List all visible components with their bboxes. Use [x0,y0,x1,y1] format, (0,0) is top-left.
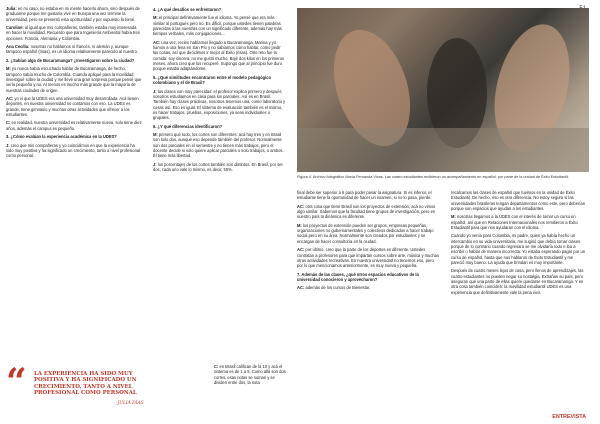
pull-quote-author: -JULIA DÍAS [116,401,144,406]
speaker-label: M: [451,214,456,220]
interview-answer [451,190,587,211]
section-label: ENTREVISTA [552,414,586,420]
interview-answer [297,204,439,220]
text-column-3 [297,190,439,294]
interview-answer [153,40,287,72]
interview-answer [6,120,142,131]
speaker-label: J: [6,142,10,148]
speaker-label: M: [297,222,302,228]
answer-text: primero que todo, los cortes son diferentes: acá hay tres y en Brasil son solo dos, aunque eso depende también del profesor. Normalmente son dos parciales en el semestre y no tienen más trabajos, pero el docente decide si solo quiere aplicar parciales o solo trabajos, o ambos. Él tiene más libertad. [153,132,284,159]
interview-answer [153,132,287,158]
interview-answer [297,247,439,268]
interview-answer [6,6,142,22]
speaker-label: C: [214,364,219,369]
speaker-label: M: [153,15,158,21]
answer-text: en mi caso, no estaba en mi mente hacerlo ahora, sino después de graduarme porque me gustaría vivir en Europa una vez termine la universidad, pero se presentó esta oportunidad y por supuesto la tomé. [6,6,140,22]
interview-answer [6,66,142,92]
answer-text: además de los cursos de Bienestar, [304,285,371,291]
answer-text: otra cosa que tiene Brasil son los proyectos de extensión, acá no vimos algo similar. Sabemos que la facultad tiene grupos de investigación, pero en nuestro país la dinámica es diferente. [297,203,436,220]
speaker-label: Ana Cecília: [6,44,30,50]
answer-text: una vez, recién habíamos llegado a Bucaramanga, Marina y yo fuimos a una feria en San Pío y no sabíamos cómo hablar, cómo pedir las cosas, así que decidimos ir mejor al Éxito (risas). Otro reto fue la comida: soy sincera, no me gustó mucho. Bajé dos kilos en los primeros meses, ahora creo que los recuperé. Supongo que al principio fue duro porque estaba adaptándome. [153,39,285,72]
speaker-label: Caroline: [6,25,24,31]
interview-question: 5. ¿Qué similitudes encontraron entre el modelo pedagógico colombiano y el de Brasil? [153,74,272,86]
interview-answer [297,285,439,290]
answer-text: las clases son muy parecidas: el profesor explica primero y después nosotros estudiamos en casa para los parciales. Así es en Brasil. También hay clases prácticas, nosotros tenemos una, como laboratorio y cosas así. Eso es igual. El sistema de evaluación también es el mismo, es hacer trabajos, pruebas, exposiciones, ya sean individuales o grupales. [153,88,286,121]
speaker-label: J: [153,88,157,94]
speaker-label: M: [6,66,11,72]
speaker-label: AC: [153,39,161,45]
speaker-label: AC: [297,247,305,253]
answer-text: Después de cuatro meses lejos de casa, pero llenos de aprendizajes, las cuatro estudiantes no pueden negar su nostalgia. Extrañan su país, pero aseguran que una parte de ellas quiere quedarse en Bucaramanga. Y en otra cosa también coinciden: la movilidad estudiantil UDES es una experiencia que definitivamente vale la pena vivir. [451,268,584,295]
interview-answer [153,89,287,121]
answer-text: en realidad, nuestra universidad es relativamente nueva, solo tiene diez años, además el campus es pequeño. [6,120,142,131]
interview-answer [451,214,587,230]
answer-text: recalcamos las clases de español que tuvimos en la unidad de Éxito Estudiantil. De hecho, eso es otra diferencia. No estoy segura si las universidades brasileras tengan departamentos como este, pero deberían porque son espacios que ayudan a los estudiantes. [451,190,586,211]
answer-text: los proyectos de extensión pueden ser grupos, empresas pequeñas, organizaciones no gubernamentales y colectivos dedicados a hacer trabajo social pero en su área. Normalmente son creados por estudiantes y se encargan de hacer consultoría en la ciudad. [297,222,434,244]
interview-answer [6,25,142,41]
text-column-2 [153,6,287,176]
interview-answer [6,143,142,159]
answer-text: los porcentajes de los cortes también son distintos. En Brasil, por ser dos, cada uno vale lo mismo, es decir, 50%. [153,161,283,173]
speaker-label: C: [6,120,11,126]
interview-question: 7. Además de las clases, ¿qué otros espacios educativos de la universidad conocieron y aprovecharon? [297,271,419,282]
text-column-1 [6,6,142,162]
speaker-label: AC: [6,96,14,102]
speaker-label: Julia: [6,6,17,11]
speaker-label: AC: [297,285,305,291]
photo-caption: Figura 4. Archivo fotográfico María Fernanda Vivas. Las cuatro estudiantes recibieron un acompañamiento en español, por parte de la unidad de Éxito Estudiantil. [297,175,570,179]
interview-question: 2. ¿Sabían algo de Bucaramanga? ¿Investigaron sobre la ciudad? [6,57,135,63]
answer-text: al igual que mis compañeras, también estaba muy interesada en hacer la movilidad. Recuerdo que para Ingeniería Ambiental había tres opciones: Francia, Alemania y Colombia. [6,25,140,41]
interview-answer [451,233,587,265]
quote-mark-icon: “ [6,361,27,403]
answer-text: nosotras no hablamos ni francés, ni alemán y, aunque tampoco español (risas), es un idioma relativamente parecido al nuestro. [6,44,138,55]
interview-question: 6. ¿Y qué diferencias identificaron? [153,123,223,129]
answer-text: yo nunca había escuchado hablar de Bucaramanga, de hecho, tampoco sabía mucho de Colombia. Cuando apliqué para la movilidad, investigué sobre la ciudad y me llevé una gran sorpresa porque pensé que sería pequeña y no. Al menos es mucho más grande que la mayoría de nuestras ciudades de origen. [6,66,142,93]
interview-answer [6,44,142,55]
pull-quote-text: LA EXPERIENCIA HA SIDO MUY POSITIVA Y HA SIGNIFICADO UN CRECIMIENTO, TANTO A NIVEL PROFESIONAL COMO PERSONAL [34,371,137,397]
interview-question: 3. ¿Cómo evalúan la experiencia académica en la UDES? [6,134,117,140]
speaker-label: AC: [297,203,305,209]
interview-question: 4. ¿A qué desafíos se enfrentaron? [153,7,222,12]
speaker-label: J: [153,161,157,167]
interview-answer [297,190,439,201]
answer-text: Cuando yo venía para Colombia, mi padre, quien ya había hecho un intercambio en su vida universitaria, me sugirió que debía tomar clases porque de lo contrario cuando regresara se me olvidaría todo e iba a escribir o hablar de manera incorrecta. Yo estaba esperando pagar por un curso de español, hasta que nos hablaron de Éxito Estudiantil y me pareció muy bueno. La ayuda que brindan es muy importante. [451,233,586,265]
speaker-label: M: [153,132,158,138]
text-column-4 [451,190,587,298]
answer-text: creo que mis compañeras y yo coincidimos en que la experiencia ha sido muy positiva y ha significado un crecimiento, tanto a nivel profesional como personal. [6,142,141,159]
interview-answer [297,223,439,244]
answer-text: final debe ser superior a 6 para poder pasar la asignatura. Si es inferior, el estudiante tiene la oportunidad de hacer un examen, si no lo pasa, pierde. [297,190,432,201]
answer-text: yo vi que la UDES era una universidad muy desarrollada. Acá tienen deportes, en nuestra universidad no contamos con eso. La UDES es grande, tiene gimnasio y muchas otras actividades que ofrecer a los estudiantes. [6,96,139,117]
interview-answer [153,15,287,36]
interview-answer [6,96,142,117]
answer-text: el principal definitivamente fue el idioma. Yo pensé que era más similar al portugués pero no. Es difícil, porque ustedes tienen palabras parecidas a las nuestras con un significado diferente, además hay más tiempos verbales, más conjugaciones... [153,15,282,37]
answer-text: por último, creo que la parte de los deportes es diferente. Ustedes contratan a profesores para que impartan cursos sobre arte, música y muchas otras actividades recreativas. En nuestra universidad no tenemos eso, pero por lo que mencionamos anteriormente, es muy nueva y pequeña. [297,247,439,269]
answer-text: nosotras llegamos a la UDES con el interés de tomar un curso en español, así que en Relaciones Internacionales nos remitieron a Éxito Estudiantil para que nos ayudaran con el idioma. [451,214,578,230]
interview-photo [297,8,589,172]
interview-answer [153,162,287,173]
interview-answer [451,268,587,294]
answer-text: en Brasil califican de la 10 y acá el sistema es de 1 a 5. Como allá son dos cortes, esas notas se suman y se dividen entre dos, la nota [214,364,286,385]
pull-quote [6,361,288,415]
